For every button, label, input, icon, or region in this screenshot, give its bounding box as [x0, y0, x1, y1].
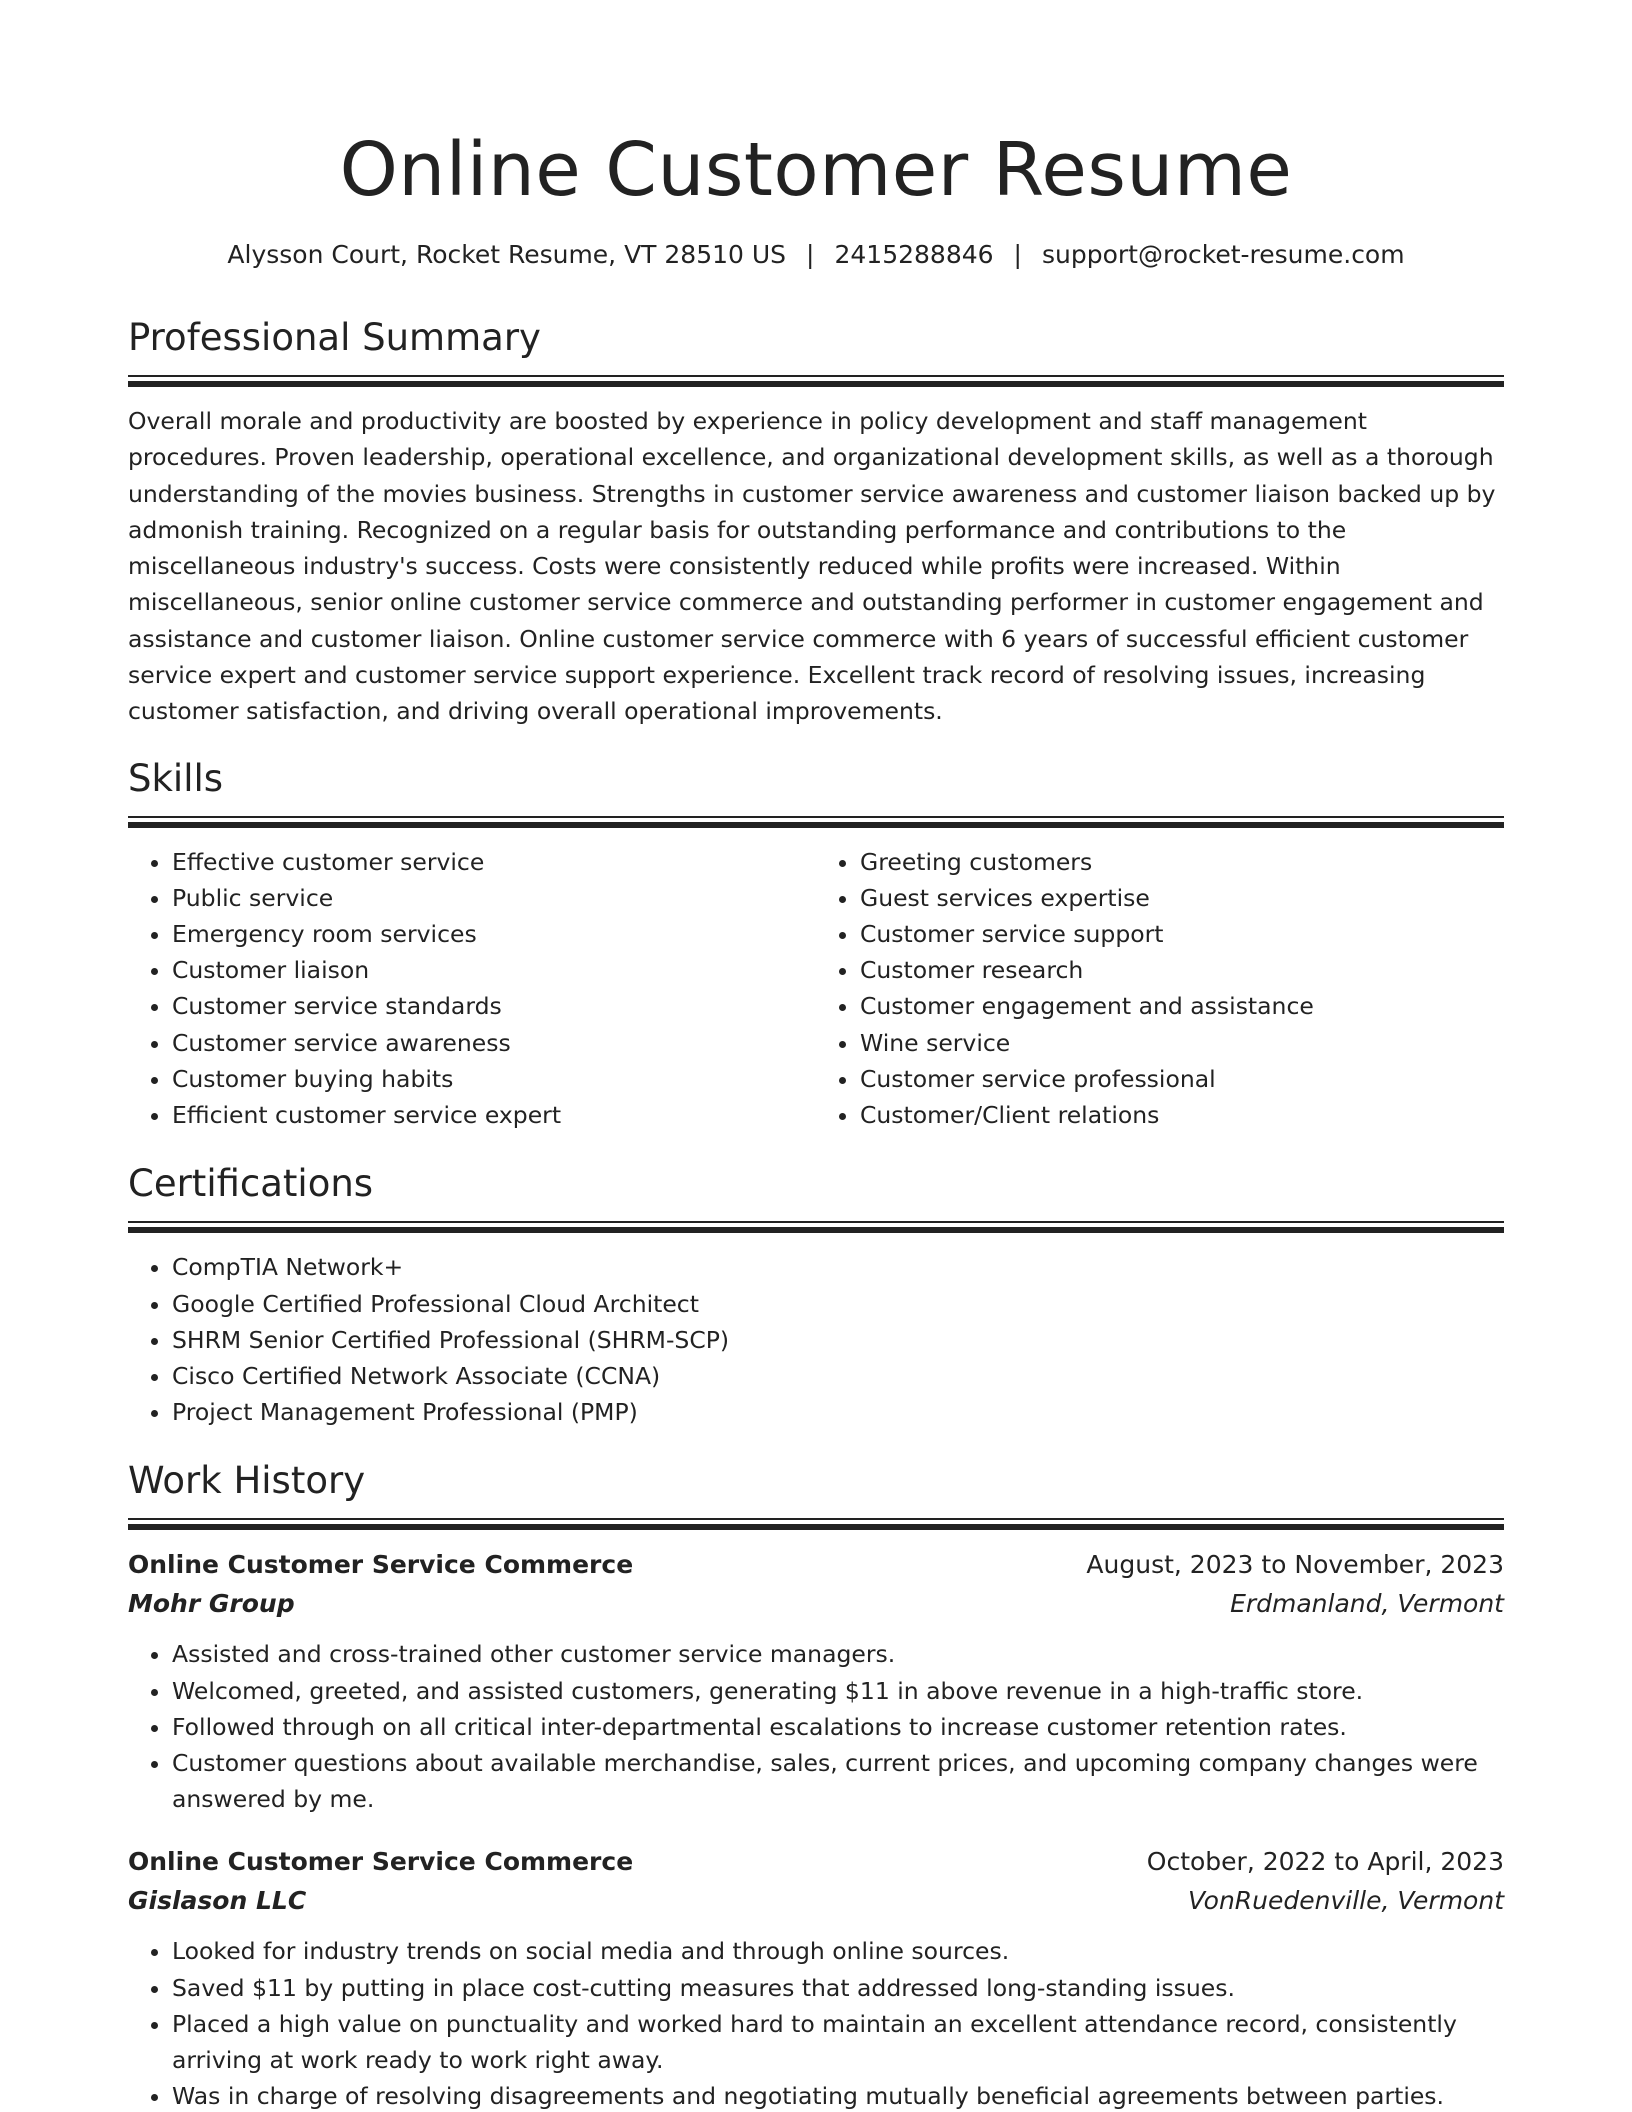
skill-item: • Customer service standards: [172, 988, 816, 1024]
job-bullet: • Followed through on all critical inter-departmental escalations to increase customer retention rates.: [172, 1709, 1504, 1745]
certification-item: • CompTIA Network+: [172, 1249, 1504, 1285]
section-divider: [128, 375, 1504, 389]
skill-item: • Customer service professional: [860, 1061, 1504, 1097]
contact-line: [128, 237, 1504, 273]
certifications-list: [128, 1249, 1504, 1430]
job-company-row: [128, 1881, 1504, 1921]
job-title: Online Customer Service Commerce: [128, 1550, 634, 1580]
job-bullets: [128, 1933, 1504, 2112]
contact-phone: 2415288846: [834, 240, 994, 269]
skill-item: • Customer service awareness: [172, 1025, 816, 1061]
certifications-heading: Certifications: [128, 1162, 374, 1206]
job-dates: August, 2023 to November, 2023: [1086, 1550, 1504, 1580]
job-company: Gislason LLC: [128, 1886, 307, 1916]
job-bullet: • Welcomed, greeted, and assisted customers, generating $11 in above revenue in a high-traffic store.: [172, 1673, 1504, 1709]
section-divider: [128, 816, 1504, 830]
job-bullets: [128, 1636, 1504, 1817]
skill-item: • Guest services expertise: [860, 880, 1504, 916]
job-location: Erdmanland, Vermont: [1230, 1589, 1504, 1619]
certification-item: • SHRM Senior Certified Professional (SHRM-SCP): [172, 1322, 1504, 1358]
job-bullet: • Looked for industry trends on social media and through online sources.: [172, 1933, 1504, 1969]
job-header-row: [128, 1843, 1504, 1881]
job-location: VonRuedenville, Vermont: [1188, 1886, 1504, 1916]
skill-item: • Greeting customers: [860, 844, 1504, 880]
skill-item: • Customer engagement and assistance: [860, 988, 1504, 1024]
skills-list-right: [816, 844, 1504, 1134]
job-header-row: [128, 1546, 1504, 1584]
contact-separator: |: [806, 240, 815, 269]
section-divider: [128, 1221, 1504, 1235]
job-entry: [128, 1546, 1504, 1817]
job-dates: October, 2022 to April, 2023: [1146, 1847, 1504, 1877]
skill-item: • Customer service support: [860, 916, 1504, 952]
job-bullet: • Placed a high value on punctuality and worked hard to maintain an excellent attendance record, consistently arriving at work ready to work right away.: [172, 2006, 1504, 2078]
skill-item: • Emergency room services: [172, 916, 816, 952]
job-bullet: • Customer questions about available merchandise, sales, current prices, and upcoming company changes were answered by me.: [172, 1745, 1504, 1817]
summary-heading: Professional Summary: [128, 316, 541, 359]
skill-item: • Customer research: [860, 952, 1504, 988]
certification-item: • Google Certified Professional Cloud Architect: [172, 1286, 1504, 1322]
work-history-section: [128, 1456, 1504, 2112]
contact-email: support@rocket-resume.com: [1041, 240, 1405, 269]
job-title: Online Customer Service Commerce: [128, 1847, 634, 1877]
contact-separator: |: [1013, 240, 1022, 269]
contact-address: Alysson Court, Rocket Resume, VT 28510 US: [227, 240, 787, 269]
summary-section: [128, 313, 1504, 730]
certification-item: • Cisco Certified Network Associate (CCNA): [172, 1358, 1504, 1394]
section-divider: [128, 1518, 1504, 1532]
certification-item: • Project Management Professional (PMP): [172, 1394, 1504, 1430]
skill-item: • Customer liaison: [172, 952, 816, 988]
job-bullet: • Was in charge of resolving disagreements and negotiating mutually beneficial agreements between parties.: [172, 2078, 1504, 2112]
resume-name: Online Customer Resume: [339, 127, 1293, 213]
skill-item: • Wine service: [860, 1025, 1504, 1061]
work-history-heading: Work History: [128, 1459, 366, 1503]
skill-item: • Customer buying habits: [172, 1061, 816, 1097]
skills-list-left: [128, 844, 816, 1134]
job-bullet: • Assisted and cross-trained other customer service managers.: [172, 1636, 1504, 1672]
skills-heading: Skills: [128, 756, 224, 800]
summary-text: Overall morale and productivity are boosted by experience in policy development and staff management procedures. Proven leadership, operational excellence, and organizational development skills, as well as a thorough understanding of the movies business. Strengths in customer service awareness and customer liaison backed up by admonish training. Recognized on a regular basis for outstanding performance and contributions to the miscellaneous industry's success. Costs were consistently reduced while profits were increased. Within miscellaneous, senior online customer service commerce and outstanding performer in customer engagement and assistance and customer liaison. Online customer service commerce with 6 years of successful efficient customer service expert and customer service support experience. Excellent track record of resolving issues, increasing customer satisfaction, and driving overall operational improvements.: [128, 407, 1496, 726]
skill-item: • Effective customer service: [172, 844, 816, 880]
job-bullet: • Saved $11 by putting in place cost-cutting measures that addressed long-standing issues.: [172, 1970, 1504, 2006]
skill-item: • Efficient customer service expert: [172, 1097, 816, 1133]
certifications-section: [128, 1159, 1504, 1430]
skills-section: [128, 754, 1504, 1134]
skill-item: • Public service: [172, 880, 816, 916]
skill-item: • Customer/Client relations: [860, 1097, 1504, 1133]
job-company: Mohr Group: [128, 1589, 295, 1619]
job-entry: [128, 1843, 1504, 2112]
skills-columns: [128, 844, 1504, 1134]
job-company-row: [128, 1584, 1504, 1624]
